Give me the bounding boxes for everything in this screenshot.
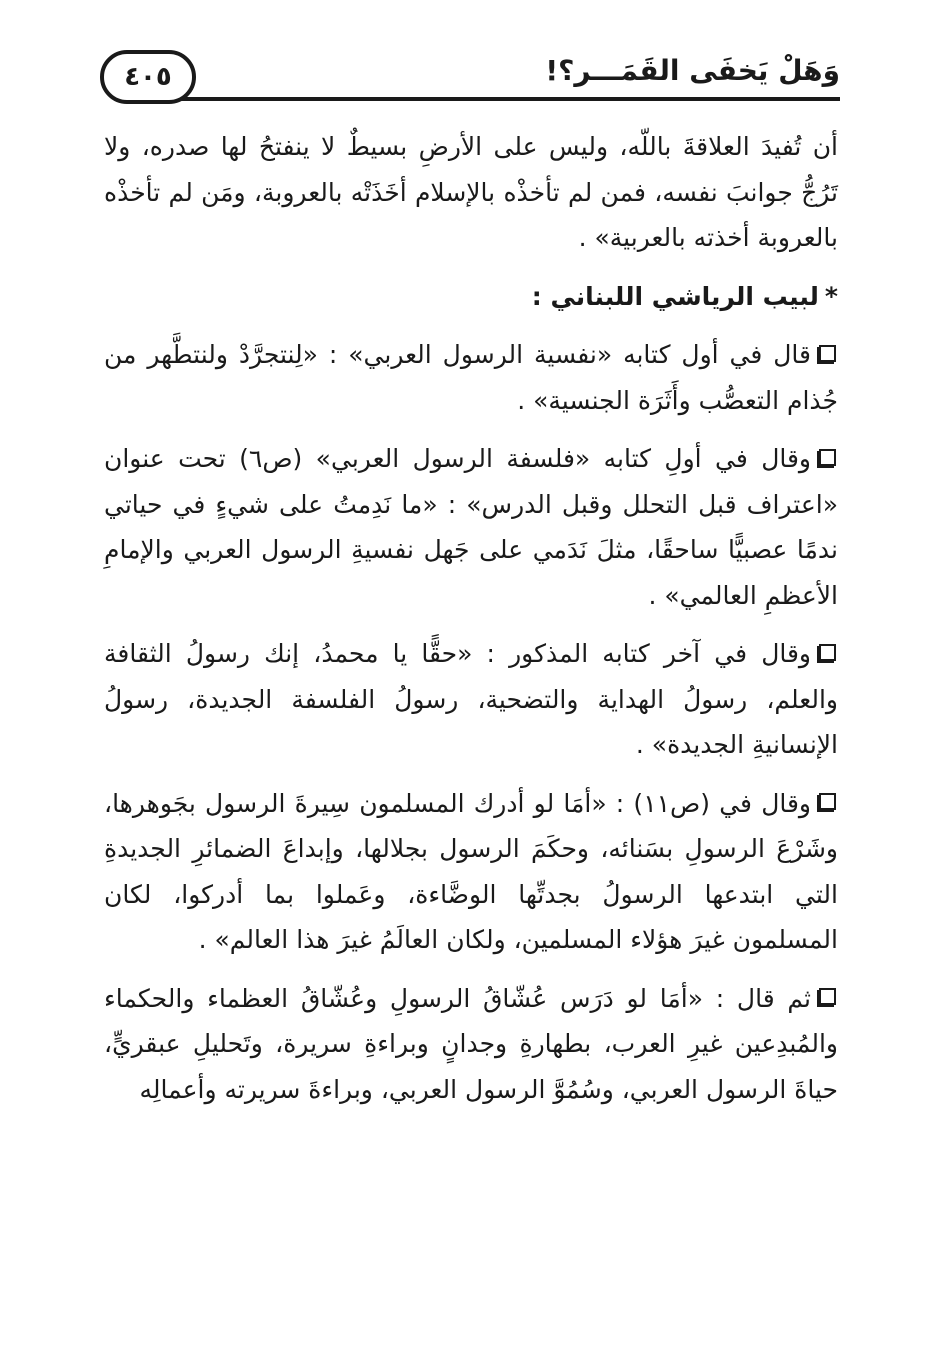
section-heading [104, 274, 838, 320]
quote-entry-text: ثم قال : «أمَا لو دَرَس عُشّاقُ الرسولِ وعُشّاقُ العظماء والحكماء والمُبدِعين غيرِ العرب، بطهارةِ وجدانٍ وبراءةِ سريرة، وتَحليلِ عبقريٍّ، حياةَ الرسول العربي، وسُمُوَّ الرسول العربي، وبراءةَ سريرته وأعمالِه [104, 983, 838, 1104]
square-bullet-icon [819, 793, 836, 810]
quote-entry-4 [104, 781, 838, 963]
quote-entry-5 [104, 976, 838, 1113]
continued-paragraph: أن تُفيدَ العلاقةَ باللّه، وليس على الأرضِ بسيطٌ لا ينفتحُ لها صدره، ولا تَرُجُّ جوانبَ نفسه، فمن لم تأخذْه بالإسلام أخَذَتْه بالعروبة، ومَن لم تأخذْه بالعروبة أخذته بالعربية» . [104, 132, 838, 252]
page-header [100, 50, 840, 110]
quote-entry-1 [104, 332, 838, 423]
square-bullet-icon [819, 345, 836, 362]
quote-entry-text: قال في أول كتابه «نفسية الرسول العربي» : «لِنتجرَّدْ ولنتطَّهر من جُذام التعصُّب وأَثَرَة الجنسية» . [104, 340, 838, 415]
quote-entry-2 [104, 436, 838, 618]
page-number-badge [100, 50, 196, 104]
asterisk-icon: * [824, 281, 838, 311]
quote-entry-3 [104, 631, 838, 768]
page-body [104, 124, 838, 1125]
quote-entry-text: وقال في (ص١١) : «أمَا لو أدرك المسلمون سِيرةَ الرسول بجَوهرها، وشَرْعَ الرسولِ بسَنائه، وحكَمَ الرسول بجلالها، وإبداعَ الضمائرِ الجديدةِ التي ابتدعها الرسولُ بجدتِّها الوضَّاءة، وعَملوا بما أدركوا، لكان المسلمون غيرَ هؤلاء المسلمين، ولكان العالَمُ غيرَ هذا العالم» . [104, 788, 838, 954]
square-bullet-icon [819, 449, 836, 466]
header-rule [160, 97, 840, 101]
page-number: ٤٠٥ [124, 62, 172, 92]
square-bullet-icon [819, 988, 836, 1005]
quote-entry-text: وقال في أولِ كتابه «فلسفة الرسول العربي» (ص٦) تحت عنوان «اعتراف قبل التحلل وقبل الدرس» : «ما نَدِمتُ على شيءٍ في حياتي ندمًا عصبيًّا ساحقًا، مثلَ نَدَمي على جَهل نفسيةِ الرسول العربي والإمامِ الأعظمِ العالمي» . [104, 444, 838, 610]
square-bullet-icon [819, 644, 836, 661]
quote-entry-text: وقال في آخر كتابه المذكور : «حقًّا يا محمدُ، إنك رسولُ الثقافة والعلم، رسولُ الهداية والتضحية، رسولُ الفلسفة الجديدة، رسولُ الإنسانيةِ الجديدة» . [104, 639, 838, 759]
running-title: وَهَلْ يَخفَى القَمَـــر؟! [535, 54, 840, 87]
section-heading-text: لبيب الرياشي اللبناني : [531, 281, 819, 311]
